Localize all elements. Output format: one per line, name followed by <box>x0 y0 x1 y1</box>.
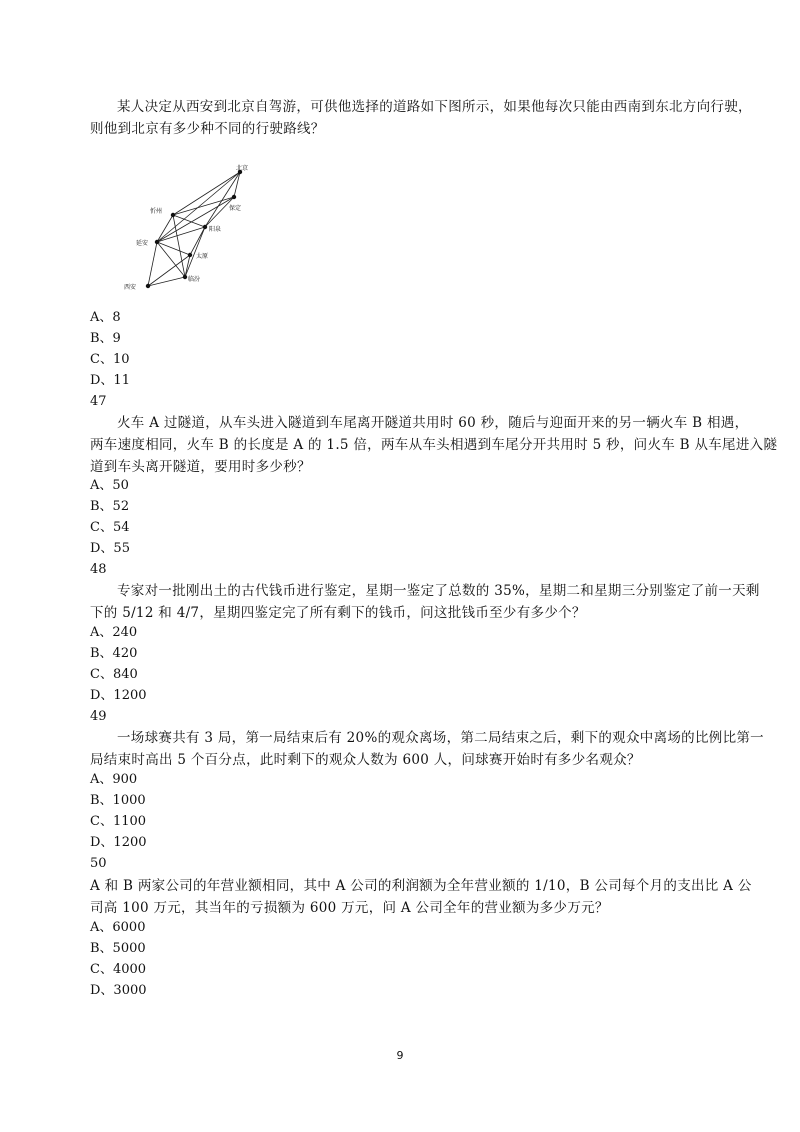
q50-line1: A 和 B 两家公司的年营业额相同，其中 A 公司的利润额为全年营业额的 1/10，B 公司每个月的支出比 A 公 <box>90 878 752 894</box>
q49-option-d: D、1200 <box>90 835 147 850</box>
q47-number: 47 <box>90 394 107 409</box>
q46-option-c: C、10 <box>90 352 130 367</box>
q49-option-c: C、1100 <box>90 814 147 829</box>
q50-number: 50 <box>90 856 107 871</box>
q48-line1: 专家对一批刚出土的古代钱币进行鉴定，星期一鉴定了总数的 35%，星期二和星期三分别鉴定了前一天剩 <box>117 583 760 599</box>
q47-line1: 火车 A 过隧道，从车头进入隧道到车尾离开隧道共用时 60 秒，随后与迎面开来的另一辆火车 B 相遇， <box>117 415 749 431</box>
q47-option-d: D、55 <box>90 541 130 556</box>
label-xian: 西安 <box>124 284 137 291</box>
q48-number: 48 <box>90 562 107 577</box>
node-xian <box>146 284 150 288</box>
label-taiyuan: 太原 <box>196 253 209 260</box>
route-edges <box>148 172 240 286</box>
node-yanan <box>155 240 159 244</box>
route-diagram <box>110 160 250 300</box>
label-xinzhou: 忻州 <box>150 208 163 215</box>
q46-line1: 某人决定从西安到北京自驾游，可供他选择的道路如下图所示，如果他每次只能由西南到东北方向行驶， <box>117 99 752 115</box>
q48-option-a: A、240 <box>90 625 138 640</box>
q50-option-a: A、6000 <box>90 920 146 935</box>
q49-line1: 一场球赛共有 3 局，第一局结束后有 20%的观众离场，第二局结束之后，剩下的观众中离场的比例比第一 <box>117 730 764 746</box>
node-xinzhou <box>171 213 175 217</box>
label-beijing: 北京 <box>236 165 249 172</box>
q49-option-b: B、1000 <box>90 793 146 808</box>
label-yangquan: 阳泉 <box>209 226 222 233</box>
q46-line2: 则他到北京有多少种不同的行驶路线？ <box>90 121 325 137</box>
label-yanan: 延安 <box>136 240 149 247</box>
node-taiyuan <box>188 253 192 257</box>
q48-line2: 下的 5/12 和 4/7，星期四鉴定完了所有剩下的钱币，问这批钱币至少有多少个？ <box>90 605 586 621</box>
q47-option-b: B、52 <box>90 499 130 514</box>
q50-option-c: C、4000 <box>90 962 147 977</box>
q48-option-c: C、840 <box>90 667 138 682</box>
q49-option-a: A、900 <box>90 772 138 787</box>
q47-line3: 道到车头离开隧道，要用时多少秒？ <box>90 459 311 475</box>
q46-option-d: D、11 <box>90 373 130 388</box>
q48-option-b: B、420 <box>90 646 138 661</box>
q50-option-b: B、5000 <box>90 941 146 956</box>
q46-option-b: B、9 <box>90 331 121 346</box>
q47-option-c: C、54 <box>90 520 130 535</box>
q49-number: 49 <box>90 709 107 724</box>
node-baoding <box>232 195 236 199</box>
node-linfen <box>183 275 187 279</box>
q48-option-d: D、1200 <box>90 688 147 703</box>
q46-option-a: A、8 <box>90 310 121 325</box>
label-linfen: 临汾 <box>188 276 201 283</box>
route-nodes <box>146 170 242 288</box>
node-yangquan <box>203 225 207 229</box>
q47-option-a: A、50 <box>90 478 129 493</box>
label-baoding: 保定 <box>229 205 242 212</box>
page-number: 9 <box>396 1049 404 1062</box>
q47-line2: 两车速度相同，火车 B 的长度是 A 的 1.5 倍，两车从车头相遇到车尾分开共用时 5 秒，问火车 B 从车尾进入隧 <box>90 437 778 453</box>
q49-line2: 局结束时高出 5 个百分点，此时剩下的观众人数为 600 人，问球赛开始时有多少名观众？ <box>90 752 641 768</box>
q50-line2: 司高 100 万元，其当年的亏损额为 600 万元，问 A 公司全年的营业额为多少万元？ <box>90 900 609 916</box>
q50-option-d: D、3000 <box>90 983 147 998</box>
